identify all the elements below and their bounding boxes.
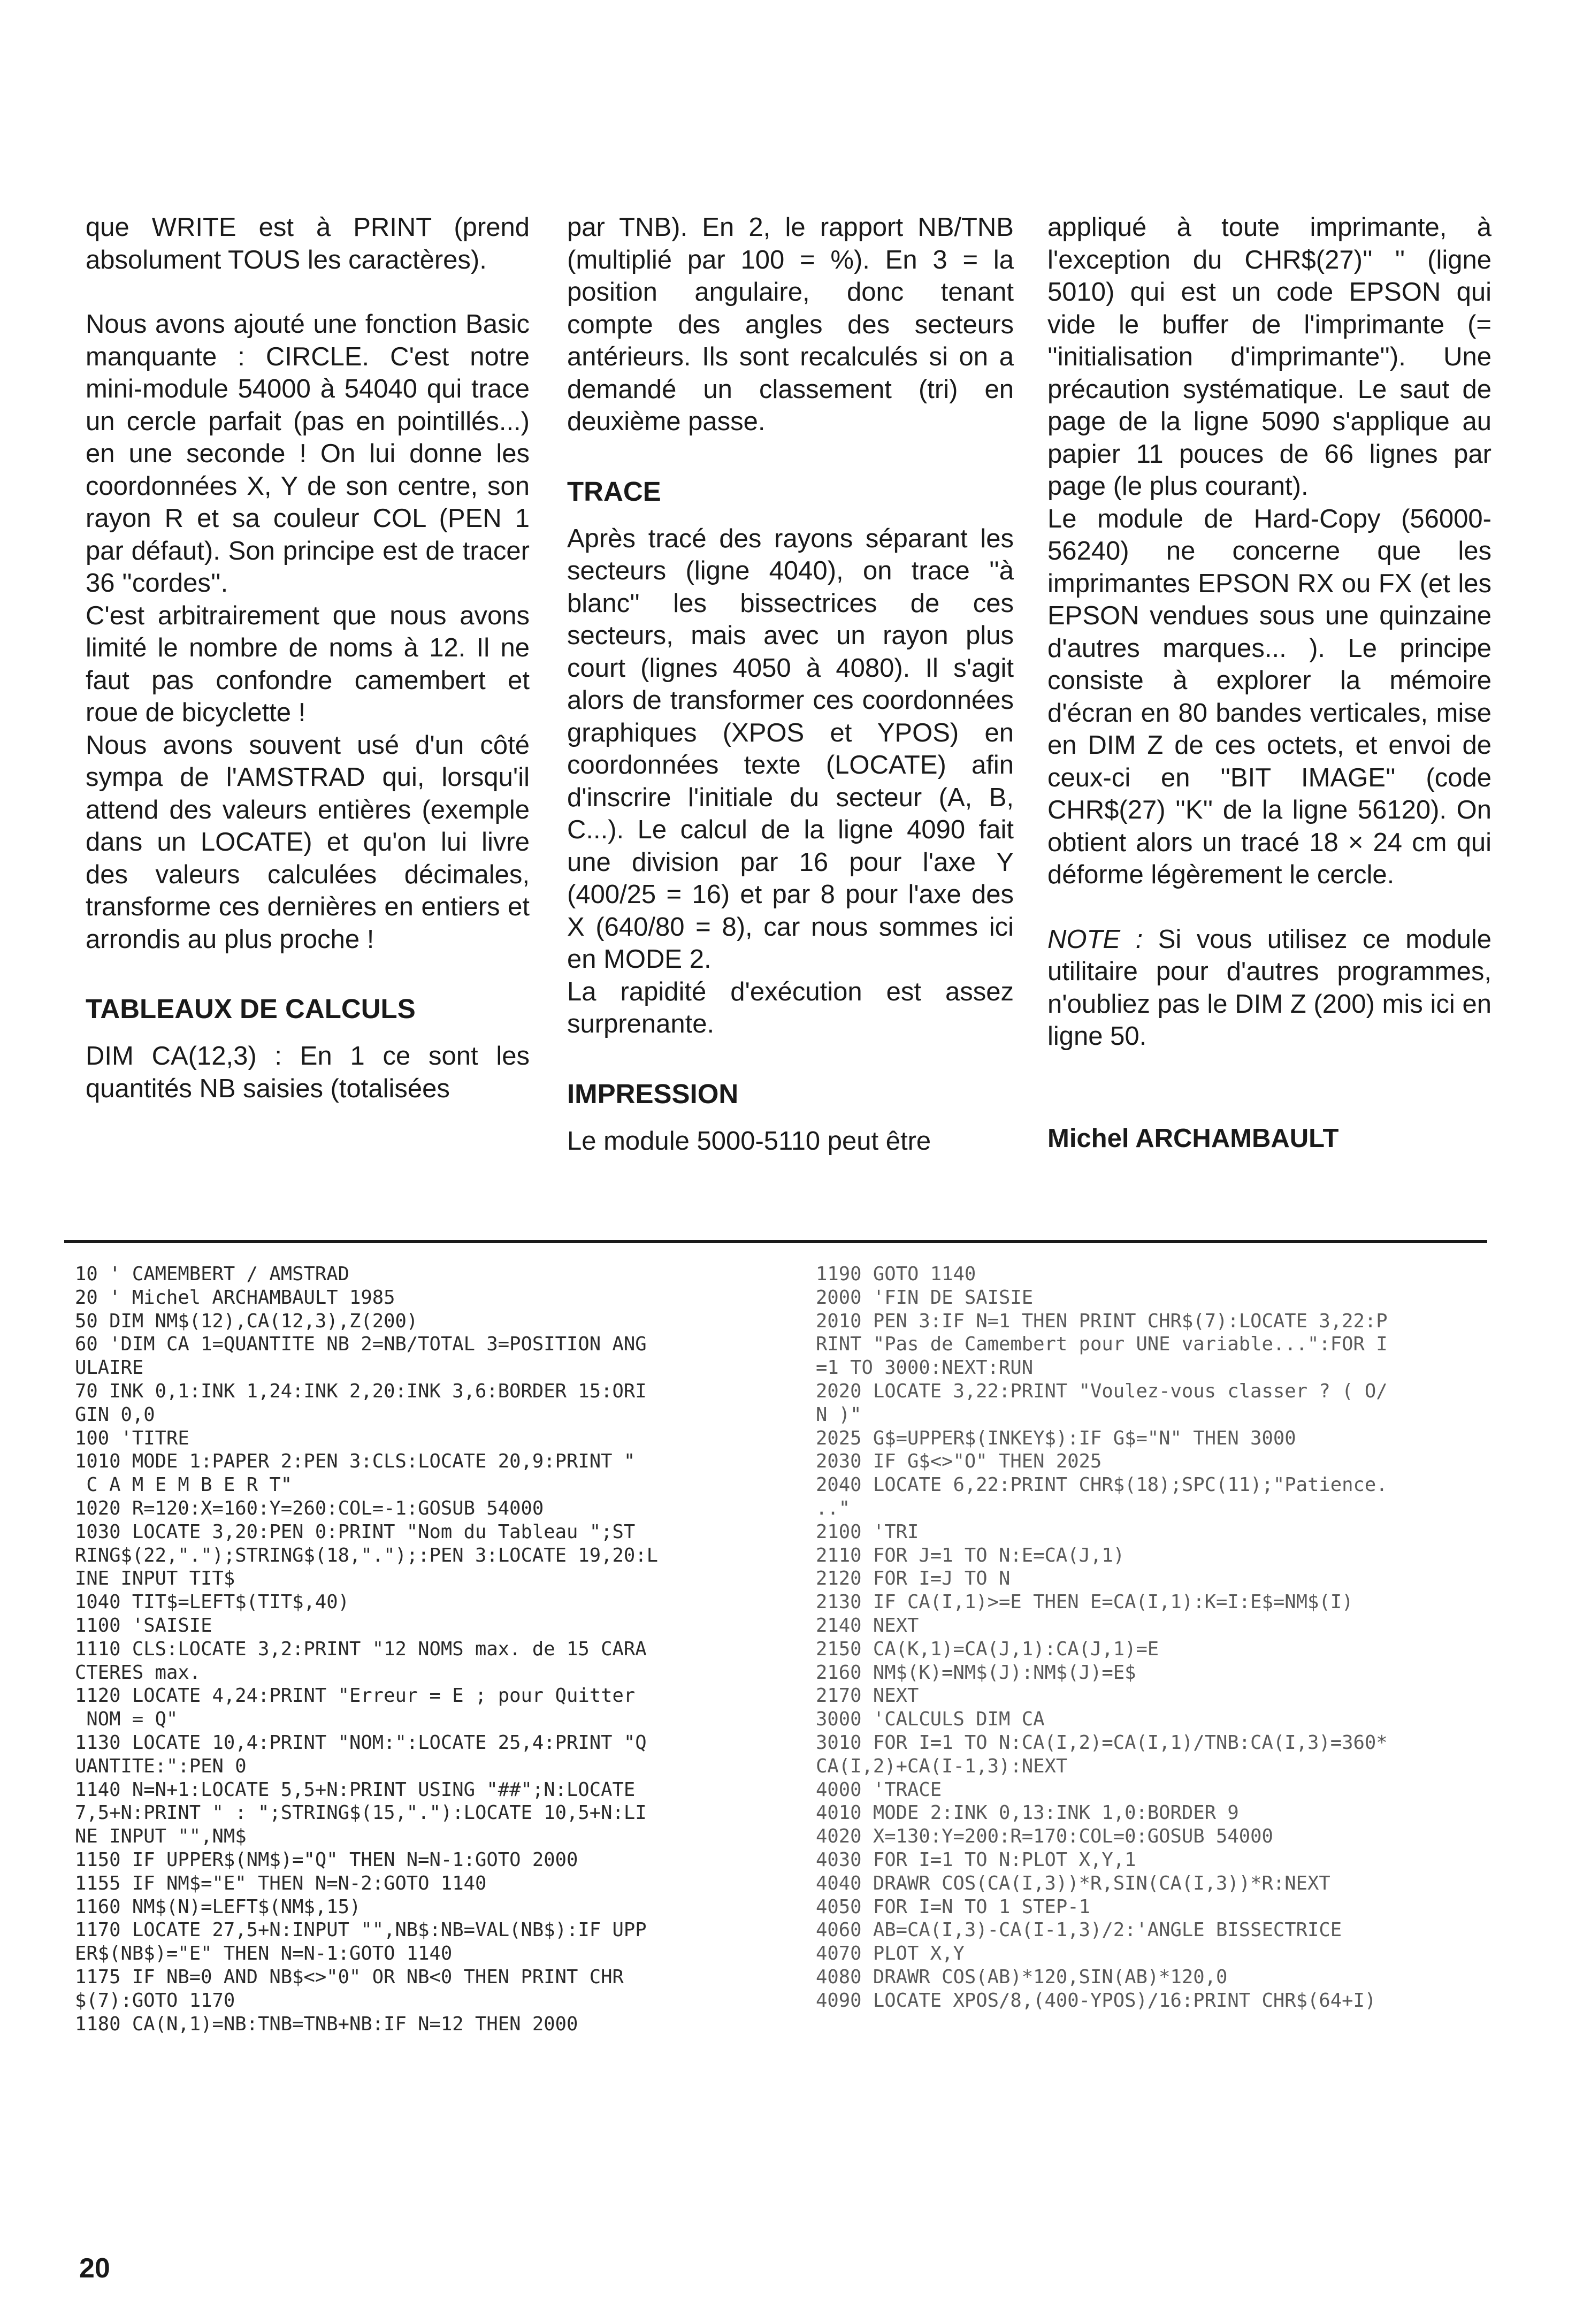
code-line: 4040 DRAWR COS(CA(I,3))*R,SIN(CA(I,3))*R:NEXT — [816, 1872, 1330, 1894]
code-line: 4010 MODE 2:INK 0,13:INK 1,0:BORDER 9 — [816, 1802, 1239, 1824]
code-line: 1180 CA(N,1)=NB:TNB=TNB+NB:IF N=12 THEN 2000 — [75, 2013, 578, 2035]
code-line: 1160 NM$(N)=LEFT$(NM$,15) — [75, 1895, 361, 1918]
code-line: 10 ' CAMEMBERT / AMSTRAD — [75, 1263, 349, 1285]
code-line: 2020 LOCATE 3,22:PRINT "Voulez-vous classer ? ( O/ — [816, 1380, 1388, 1402]
code-line: 60 'DIM CA 1=QUANTITE NB 2=NB/TOTAL 3=POSITION ANG — [75, 1333, 647, 1356]
code-line: 2120 FOR I=J TO N — [816, 1568, 1011, 1590]
code-line: 2160 NM$(K)=NM$(J):NM$(J)=E$ — [816, 1661, 1136, 1684]
code-line: GIN 0,0 — [75, 1403, 155, 1426]
note-text: Si vous utilisez ce module utilitaire pour d'autres programmes, n'oubliez pas le DIM Z (200) mis ici en ligne 50. — [1047, 924, 1491, 1051]
paragraph: Le module de Hard-Copy (56000-56240) ne concerne que les imprimantes EPSON RX ou FX (et les EPSON vendues sous une quinzaine d'autres marques... ). Le principe consiste à explorer la mémoire d'écran en 80 bandes verticales, mise en DIM Z de ces octets, et envoi de ceux-ci en ''BIT IMAGE'' (code CHR$(27) ''K'' de la ligne 56120). On obtient alors un tracé 18 × 24 cm qui déforme légèrement le cercle. — [1047, 504, 1491, 889]
paragraph: que WRITE est à PRINT (prend absolument TOUS les caractères). — [86, 213, 530, 274]
paragraph: par TNB). En 2, le rapport NB/TNB (multiplié par 100 = %). En 3 = la position angulaire, donc tenant compte des angles des secteurs antérieurs. Ils sont recalculés si on a demandé un classement (tri) en deuxième passe. — [567, 213, 1014, 436]
code-line: RING$(22,".");STRING$(18,".");:PEN 3:LOCATE 19,20:L — [75, 1544, 659, 1566]
code-line: 1175 IF NB=0 AND NB$<>"0" OR NB<0 THEN PRINT CHR — [75, 1966, 624, 1988]
code-line: 2110 FOR J=1 TO N:E=CA(J,1) — [816, 1544, 1125, 1566]
code-line: 1170 LOCATE 27,5+N:INPUT "",NB$:NB=VAL(NB$):IF UPP — [75, 1919, 647, 1941]
code-line: INE INPUT TIT$ — [75, 1568, 235, 1590]
code-line: 1030 LOCATE 3,20:PEN 0:PRINT "Nom du Tableau ";ST — [75, 1520, 636, 1543]
code-line: 1110 CLS:LOCATE 3,2:PRINT "12 NOMS max. de 15 CARA — [75, 1638, 647, 1660]
code-line: 50 DIM NM$(12),CA(12,3),Z(200) — [75, 1310, 418, 1332]
code-line: =1 TO 3000:NEXT:RUN — [816, 1357, 1034, 1379]
code-line: 100 'TITRE — [75, 1427, 189, 1449]
code-line: 4070 PLOT X,Y — [816, 1943, 965, 1965]
page-number: 20 — [79, 2253, 110, 2284]
paragraph: Nous avons souvent usé d'un côté sympa de l'AMSTRAD qui, lorsqu'il attend des valeurs entières (exemple dans un LOCATE) et qu'on lui livre des valeurs calculées décimales, transforme ces dernières en entiers et arrondis au plus proche ! — [86, 730, 530, 954]
author-signature: Michel ARCHAMBAULT — [1047, 1123, 1339, 1153]
program-listing-right — [816, 1263, 1506, 2013]
text-column-2 — [567, 211, 1014, 1157]
code-line: 1040 TIT$=LEFT$(TIT$,40) — [75, 1591, 349, 1614]
code-line: 2100 'TRI — [816, 1520, 919, 1543]
code-line: 20 ' Michel ARCHAMBAULT 1985 — [75, 1286, 395, 1309]
code-line: 2000 'FIN DE SAISIE — [816, 1286, 1034, 1309]
code-line: 1190 GOTO 1140 — [816, 1263, 976, 1285]
code-line: 1010 MODE 1:PAPER 2:PEN 3:CLS:LOCATE 20,9:PRINT " — [75, 1450, 636, 1473]
code-line: 7,5+N:PRINT " : ";STRING$(15,"."):LOCATE 10,5+N:LI — [75, 1802, 647, 1824]
code-line: 1100 'SAISIE — [75, 1614, 212, 1637]
code-line: 1130 LOCATE 10,4:PRINT "NOM:":LOCATE 25,4:PRINT "Q — [75, 1731, 647, 1754]
section-heading: TRACE — [567, 476, 661, 507]
code-line: 3000 'CALCULS DIM CA — [816, 1708, 1045, 1731]
code-line: 2025 G$=UPPER$(INKEY$):IF G$="N" THEN 3000 — [816, 1427, 1296, 1449]
code-line: CTERES max. — [75, 1661, 201, 1684]
code-line: 2040 LOCATE 6,22:PRINT CHR$(18);SPC(11);"Patience. — [816, 1474, 1388, 1496]
code-line: 2030 IF G$<>"O" THEN 2025 — [816, 1450, 1102, 1473]
code-line: ULAIRE — [75, 1357, 144, 1379]
note-label: NOTE : — [1047, 924, 1143, 954]
code-line: 1140 N=N+1:LOCATE 5,5+N:PRINT USING "##";N:LOCATE — [75, 1778, 636, 1801]
code-line: UANTITE:":PEN 0 — [75, 1755, 247, 1777]
code-line: 2140 NEXT — [816, 1614, 919, 1637]
code-line: 1155 IF NM$="E" THEN N=N-2:GOTO 1140 — [75, 1872, 487, 1894]
section-heading: TABLEAUX DE CALCULS — [86, 993, 416, 1024]
paragraph: Le module 5000-5110 peut être — [567, 1126, 931, 1156]
paragraph: C'est arbitrairement que nous avons limité le nombre de noms à 12. Il ne faut pas confondre camembert et roue de bicyclette ! — [86, 601, 530, 727]
code-line: CA(I,2)+CA(I-1,3):NEXT — [816, 1755, 1068, 1777]
code-line: 4080 DRAWR COS(AB)*120,SIN(AB)*120,0 — [816, 1966, 1228, 1988]
code-line: N )" — [816, 1403, 862, 1426]
code-line: RINT "Pas de Camembert pour UNE variable...":FOR I — [816, 1333, 1388, 1356]
code-line: 2010 PEN 3:IF N=1 THEN PRINT CHR$(7):LOCATE 3,22:P — [816, 1310, 1388, 1332]
code-line: 4000 'TRACE — [816, 1778, 942, 1801]
code-line: 2170 NEXT — [816, 1685, 919, 1707]
text-column-3 — [1047, 211, 1491, 1155]
code-line: 1150 IF UPPER$(NM$)="Q" THEN N=N-1:GOTO 2000 — [75, 1848, 578, 1871]
code-line: 4090 LOCATE XPOS/8,(400-YPOS)/16:PRINT CHR$(64+I) — [816, 1989, 1376, 2012]
code-line: 4050 FOR I=N TO 1 STEP-1 — [816, 1895, 1090, 1918]
code-line: NE INPUT "",NM$ — [75, 1825, 247, 1848]
paragraph: appliqué à toute imprimante, à l'exception du CHR$(27)'' '' (ligne 5010) qui est un code EPSON qui vide le buffer de l'imprimante (= ''initialisation d'imprimante''). Une précaution systématique. Le saut de page de la ligne 5090 s'applique au papier 11 pouces de 66 lignes par page (le plus courant). — [1047, 213, 1491, 501]
code-line: $(7):GOTO 1170 — [75, 1989, 235, 2012]
code-line: 4060 AB=CA(I,3)-CA(I-1,3)/2:'ANGLE BISSECTRICE — [816, 1919, 1342, 1941]
code-line: 1120 LOCATE 4,24:PRINT "Erreur = E ; pour Quitter — [75, 1685, 636, 1707]
code-line: 4020 X=130:Y=200:R=170:COL=0:GOSUB 54000 — [816, 1825, 1273, 1848]
code-line: C A M E M B E R T" — [75, 1474, 293, 1496]
program-listing-left — [75, 1263, 765, 2036]
code-line: 1020 R=120:X=160:Y=260:COL=-1:GOSUB 54000 — [75, 1497, 544, 1519]
code-line: 2150 CA(K,1)=CA(J,1):CA(J,1)=E — [816, 1638, 1159, 1660]
paragraph: Après tracé des rayons séparant les secteurs (ligne 4040), on trace ''à blanc'' les bissectrices de ces secteurs, mais avec un rayon plus court (lignes 4050 à 4080). Il s'agit alors de transformer ces coordonnées graphiques (XPOS et YPOS) en coordonnées texte (LOCATE) afin d'inscrire l'initiale du secteur (A, B, C...). Le calcul de la ligne 4090 fait une division par 16 pour l'axe Y (400/25 = 16) et par 8 pour l'axe des X (640/80 = 8), car nous sommes ici en MODE 2. — [567, 524, 1014, 974]
code-line: 70 INK 0,1:INK 1,24:INK 2,20:INK 3,6:BORDER 15:ORI — [75, 1380, 647, 1402]
code-line: 2130 IF CA(I,1)>=E THEN E=CA(I,1):K=I:E$=NM$(I) — [816, 1591, 1353, 1614]
code-line: 3010 FOR I=1 TO N:CA(I,2)=CA(I,1)/TNB:CA(I,3)=360* — [816, 1731, 1388, 1754]
paragraph: Nous avons ajouté une fonction Basic manquante : CIRCLE. C'est notre mini-module 54000 à 54040 qui trace un cercle parfait (pas en pointillés...) en une seconde ! On lui donne les coordonnées X, Y de son centre, son rayon R et sa couleur COL (PEN 1 par défaut). Son principe est de tracer 36 ''cordes''. — [86, 310, 530, 598]
paragraph: DIM CA(12,3) : En 1 ce sont les quantités NB saisies (totalisées — [86, 1042, 530, 1103]
text-column-1 — [86, 211, 530, 1105]
paragraph: La rapidité d'exécution est assez surprenante. — [567, 977, 1014, 1038]
code-line: ER$(NB$)="E" THEN N=N-1:GOTO 1140 — [75, 1943, 453, 1965]
divider-rule — [64, 1240, 1487, 1243]
section-heading: IMPRESSION — [567, 1078, 739, 1109]
code-line: NOM = Q" — [75, 1708, 178, 1731]
code-line: 4030 FOR I=1 TO N:PLOT X,Y,1 — [816, 1848, 1136, 1871]
note-paragraph — [1047, 923, 1491, 1053]
code-line: .." — [816, 1497, 851, 1519]
